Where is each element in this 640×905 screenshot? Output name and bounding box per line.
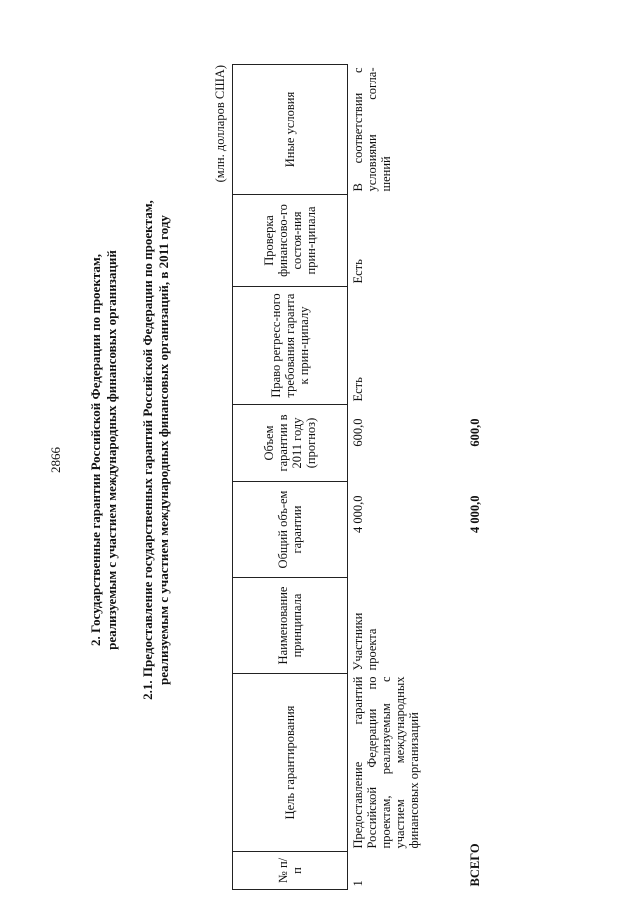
cell-other: В соответствии с условиями согла-шений <box>351 67 393 192</box>
header-other: Иные условия <box>233 65 348 195</box>
total-label: ВСЕГО <box>468 843 482 887</box>
header-check: Проверка финансово-го состоя-ния прин-ципала <box>233 195 348 287</box>
header-principal: Наименование принципала <box>233 578 348 674</box>
header-volume-2011: Объем гарантии в 2011 году (прогноз) <box>233 405 348 482</box>
header-total: Общий объ-ем гарантии <box>233 482 348 578</box>
table-row <box>348 65 425 890</box>
total-empty-2 <box>424 195 485 287</box>
section-heading <box>88 55 120 845</box>
header-num: № п/п <box>233 852 348 890</box>
cell-check: Есть <box>351 259 365 284</box>
section-heading-line1: 2. Государственные гарантии Российской Федерации по проектам, <box>88 254 103 646</box>
total-sum: 4 000,0 <box>468 495 482 533</box>
units-note: (млн. долларов США) <box>213 65 227 183</box>
header-purpose: Цель гарантирования <box>233 674 348 852</box>
total-empty-1 <box>424 287 485 405</box>
cell-volume-2011: 600,0 <box>351 418 365 447</box>
subsection-heading-line2: реализуемым с участием международных финансовых организаций, в 2011 году <box>156 215 171 685</box>
table-header-row <box>233 65 348 890</box>
total-empty-3 <box>424 65 485 195</box>
cell-num: 1 <box>351 880 365 887</box>
cell-purpose: Предоставление гарантий Российской Федерации по проектам, реализуемым с участием международных финансовых организаций <box>351 676 421 849</box>
cell-principal: Участники проекта <box>351 612 379 671</box>
cell-total: 4 000,0 <box>351 495 365 533</box>
section-heading-line2: реализуемым с участием международных финансовых организаций <box>104 250 119 650</box>
guarantees-table <box>232 64 485 890</box>
total-volume-2011: 600,0 <box>468 418 482 447</box>
subsection-heading-line1: 2.1. Предоставление государственных гарантий Российской Федерации по проектам, <box>140 200 155 700</box>
total-row <box>424 65 485 890</box>
header-regress: Право регресс-ного требования гаранта к прин-ципалу <box>233 287 348 405</box>
page-number: 2866 <box>48 447 63 473</box>
subsection-heading <box>140 55 172 845</box>
cell-regress: Есть <box>351 377 365 402</box>
